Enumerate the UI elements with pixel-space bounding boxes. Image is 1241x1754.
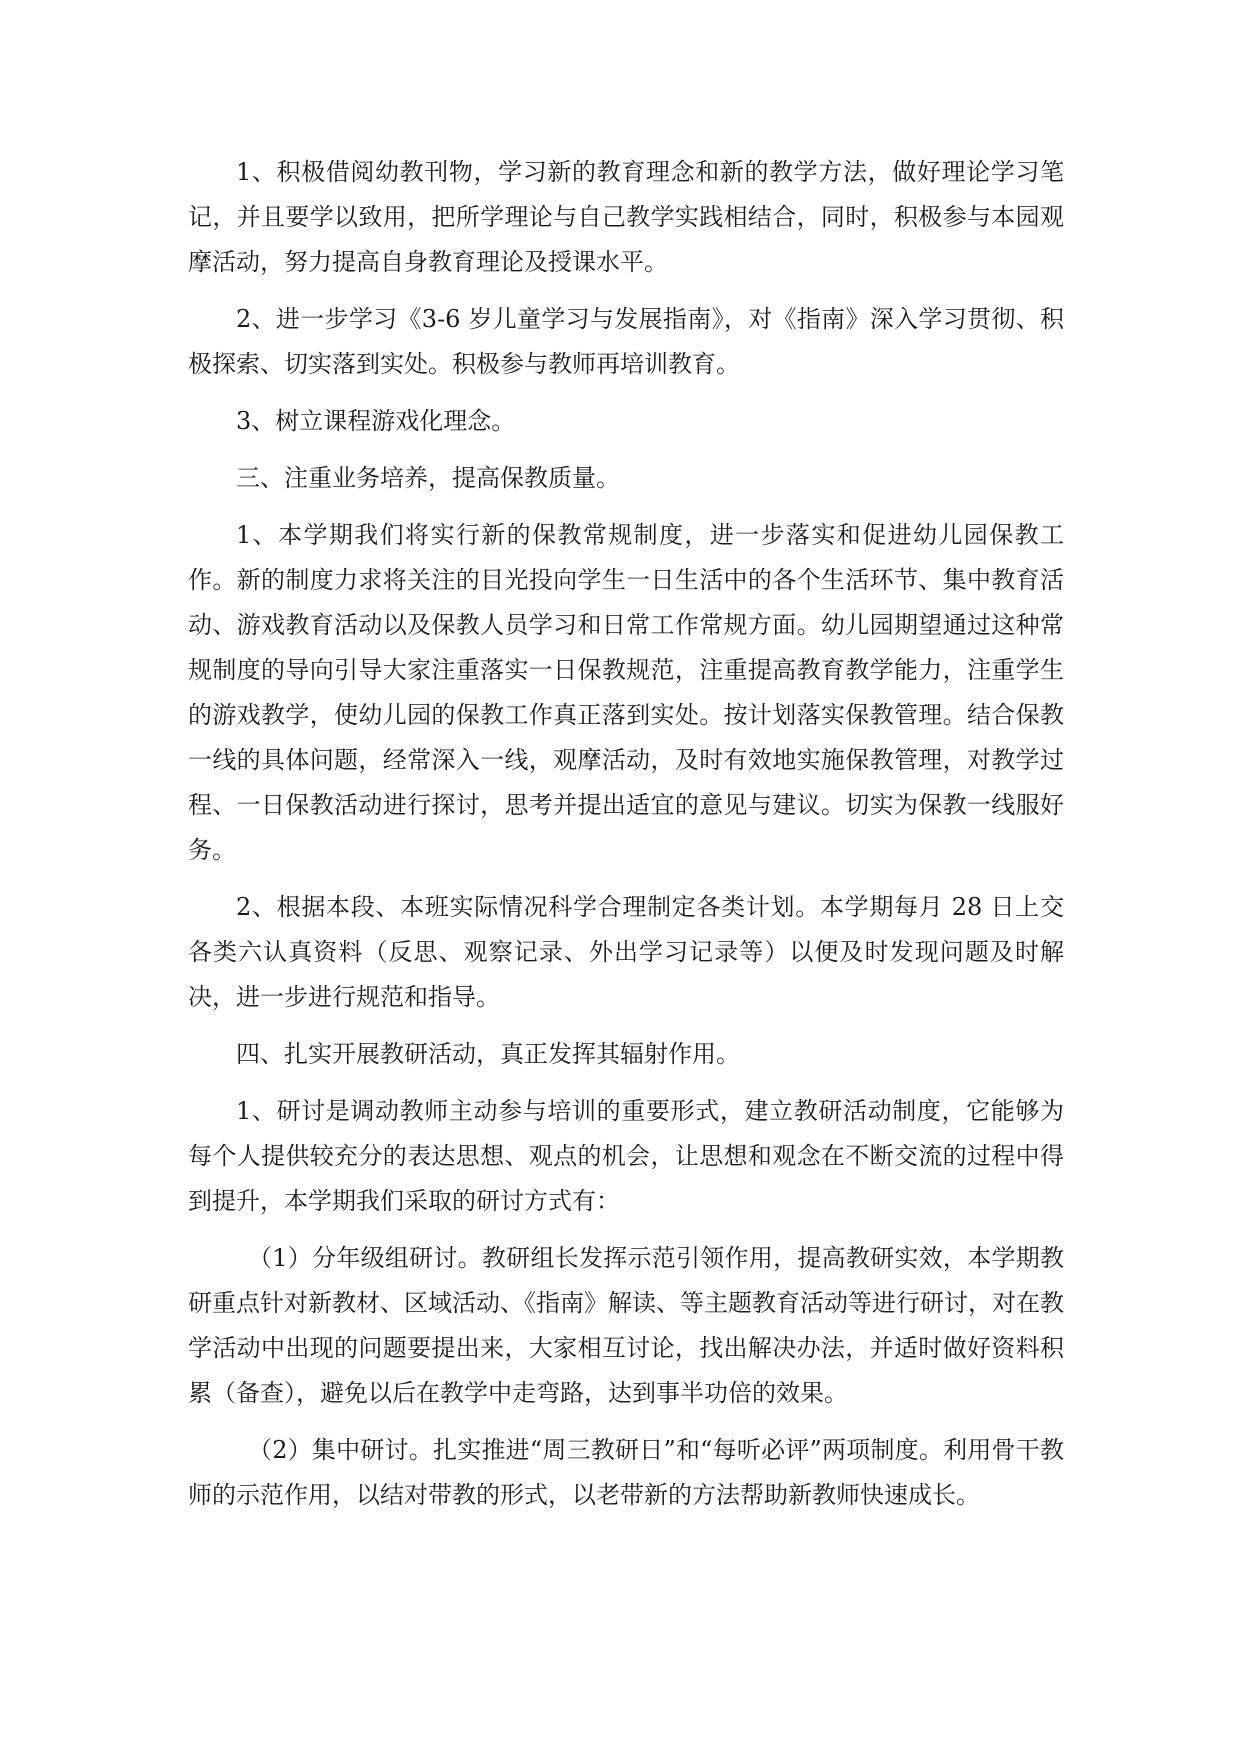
paragraph-plans: 2、根据本段、本班实际情况科学合理制定各类计划。本学期每月 28 日上交各类六认真资料（反思、观察记录、外出学习记录等）以便及时发现问题及时解决，进一步进行规范和指导。 — [188, 893, 1064, 1011]
paragraph-discussion: 1、研讨是调动教师主动参与培训的重要形式，建立教研活动制度，它能够为每个人提供较充分的表达思想、观点的机会，让思想和观念在不断交流的过程中得到提升，本学期我们采取的研讨方式有： — [188, 1097, 1064, 1215]
paragraph-curriculum-game: 3、树立课程游戏化理念。 — [236, 407, 516, 435]
document-body — [188, 150, 1064, 1518]
paragraph-care-system: 1、本学期我们将实行新的保教常规制度，进一步落实和促进幼儿园保教工作。新的制度力求将关注的目光投向学生一日生活中的各个生活环节、集中教育活动、游戏教育活动以及保教人员学习和日常工作常规方面。幼儿园期望通过这种常规制度的导向引导大家注重落实一日保教规范，注重提高教育教学能力，注重学生的游戏教学，使幼儿园的保教工作真正落到实处。按计划落实保教管理。结合保教一线的具体问题，经常深入一线，观摩活动，及时有效地实施保教管理，对教学过程、一日保教活动进行探讨，思考并提出适宜的意见与建议。切实为保教一线服好务。 — [188, 521, 1064, 864]
section-heading-4: 四、扎实开展教研活动，真正发挥其辐射作用。 — [236, 1040, 740, 1068]
paragraph-study-guide: 2、进一步学习《3-6 岁儿童学习与发展指南》，对《指南》深入学习贯彻、积极探索、切实落到实处。积极参与教师再培训教育。 — [188, 305, 1064, 378]
paragraph-central-discussion: （2）集中研讨。扎实推进“周三教研日”和“每听必评”两项制度。利用骨干教师的示范作用，以结对带教的形式，以老带新的方法帮助新教师快速成长。 — [188, 1436, 1064, 1509]
section-heading-3: 三、注重业务培养，提高保教质量。 — [236, 464, 620, 492]
paragraph-study-journals: 1、积极借阅幼教刊物，学习新的教育理念和新的教学方法，做好理论学习笔记，并且要学以致用，把所学理论与自己教学实践相结合，同时，积极参与本园观摩活动，努力提高自身教育理论及授课水平。 — [188, 158, 1064, 276]
paragraph-grade-discussion: （1）分年级组研讨。教研组长发挥示范引领作用，提高教研实效，本学期教研重点针对新教材、区域活动、《指南》解读、等主题教育活动等进行研讨，对在教学活动中出现的问题要提出来，大家相互讨论，找出解决办法，并适时做好资料积累（备查），避免以后在教学中走弯路，达到事半功倍的效果。 — [188, 1244, 1064, 1407]
